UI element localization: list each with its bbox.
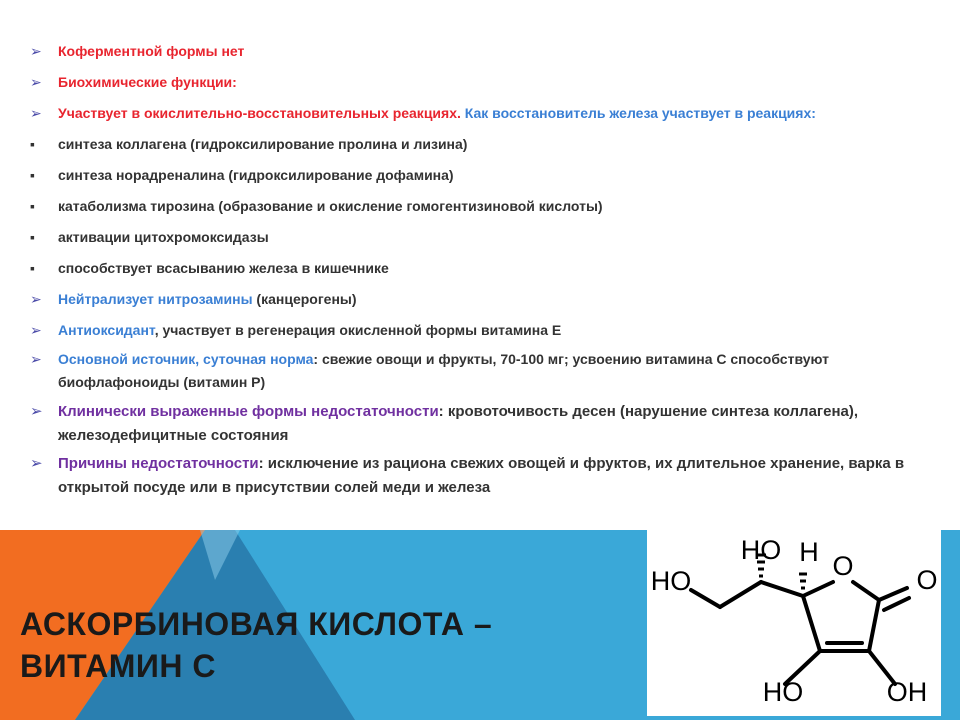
- bullet-text: активации цитохромоксидазы: [58, 229, 269, 245]
- bullet-text: Участвует в окислительно-восстановительных реакциях.: [58, 105, 465, 121]
- list-item: [30, 131, 938, 157]
- structural-formula: [647, 530, 941, 716]
- bullet-text: Биохимические функции:: [58, 74, 237, 90]
- square-bullet-icon: ▪: [30, 136, 35, 152]
- bullet-text: : исключение из рациона свежих овощей и фруктов, их длительное хранение, варка в открытой посуде или в присутствии солей меди и железа: [58, 455, 905, 496]
- label-ho-top: HO: [740, 535, 782, 566]
- square-bullet-icon: ▪: [30, 260, 35, 276]
- bullet-text: Клинически выраженные формы недостаточности: [58, 403, 439, 420]
- title-line-1: АСКОРБИНОВАЯ КИСЛОТА –: [20, 606, 493, 642]
- bullet-text: : свежие овощи и фрукты, 70-100 мг; усвоению витамина С способствуют биофлафоноиды (витамин Р): [58, 351, 829, 390]
- bond-o-c1: [853, 582, 879, 600]
- bond-c3-c4: [803, 596, 820, 651]
- arrow-bullet-icon: ➢: [30, 74, 42, 90]
- arrow-bullet-icon: ➢: [30, 43, 42, 59]
- label-o-carbonyl: O: [916, 565, 938, 596]
- bullet-text: Основной источник, суточная норма: [58, 351, 314, 367]
- arrow-bullet-icon: ➢: [30, 455, 43, 472]
- square-bullet-icon: ▪: [30, 229, 35, 245]
- bullet-text: Коферментной формы нет: [58, 43, 245, 59]
- bullet-text: синтеза коллагена (гидроксилирование пролина и лизина): [58, 136, 468, 152]
- bullet-text: Причины недостаточности: [58, 455, 259, 472]
- bond-ho-ch2: [691, 590, 720, 607]
- list-item: [30, 100, 938, 126]
- bond-ch2-choh: [720, 582, 761, 607]
- bullet-text: Как восстановитель железа участвует в реакциях:: [464, 105, 816, 121]
- list-item: [30, 69, 938, 95]
- list-item: [30, 162, 938, 188]
- list-item: [30, 452, 938, 500]
- label-oh-bottom: OH: [886, 677, 928, 708]
- label-ho-bottom: HO: [762, 677, 804, 708]
- bullet-text: способствует всасыванию железа в кишечнике: [58, 260, 389, 276]
- bond-c1-c2: [869, 600, 879, 651]
- list-item: [30, 286, 938, 312]
- arrow-bullet-icon: ➢: [30, 291, 42, 307]
- list-item: [30, 193, 938, 219]
- bullet-text: (канцерогены): [252, 291, 357, 307]
- label-o-ring: O: [832, 551, 854, 582]
- bond-c1-carbonyl-a: [879, 588, 907, 600]
- arrow-bullet-icon: ➢: [30, 403, 43, 420]
- square-bullet-icon: ▪: [30, 198, 35, 214]
- bullet-text: Нейтрализует нитрозамины: [58, 291, 253, 307]
- title-line-2: ВИТАМИН С: [20, 648, 217, 684]
- label-h: H: [799, 537, 819, 568]
- list-item: [30, 348, 938, 394]
- bullet-text: синтеза норадреналина (гидроксилирование дофамина): [58, 167, 454, 183]
- list-item: [30, 255, 938, 281]
- arrow-bullet-icon: ➢: [30, 351, 42, 367]
- arrow-bullet-icon: ➢: [30, 105, 42, 121]
- slide-title: [20, 603, 492, 687]
- list-item: [30, 38, 938, 64]
- bullet-text: : кровоточивость десен (нарушение синтеза коллагена), железодефицитные состояния: [58, 403, 859, 444]
- list-item: [30, 400, 938, 448]
- label-ho-left: HO: [650, 566, 692, 597]
- bullet-text: Антиоксидант: [58, 322, 155, 338]
- ascorbic-acid-structure: [647, 530, 941, 716]
- bond-choh-c4: [761, 582, 803, 596]
- bond-c4-o: [803, 582, 833, 596]
- arrow-bullet-icon: ➢: [30, 322, 42, 338]
- list-item: [30, 224, 938, 250]
- list-item: [30, 317, 938, 343]
- square-bullet-icon: ▪: [30, 167, 35, 183]
- bond-c1-carbonyl-b: [884, 598, 909, 610]
- bullet-text: катаболизма тирозина (образование и окисление гомогентизиновой кислоты): [58, 198, 603, 214]
- hashed-wedge-h: [799, 574, 807, 588]
- bullet-text: , участвует в регенерация окисленной формы витамина Е: [154, 322, 562, 338]
